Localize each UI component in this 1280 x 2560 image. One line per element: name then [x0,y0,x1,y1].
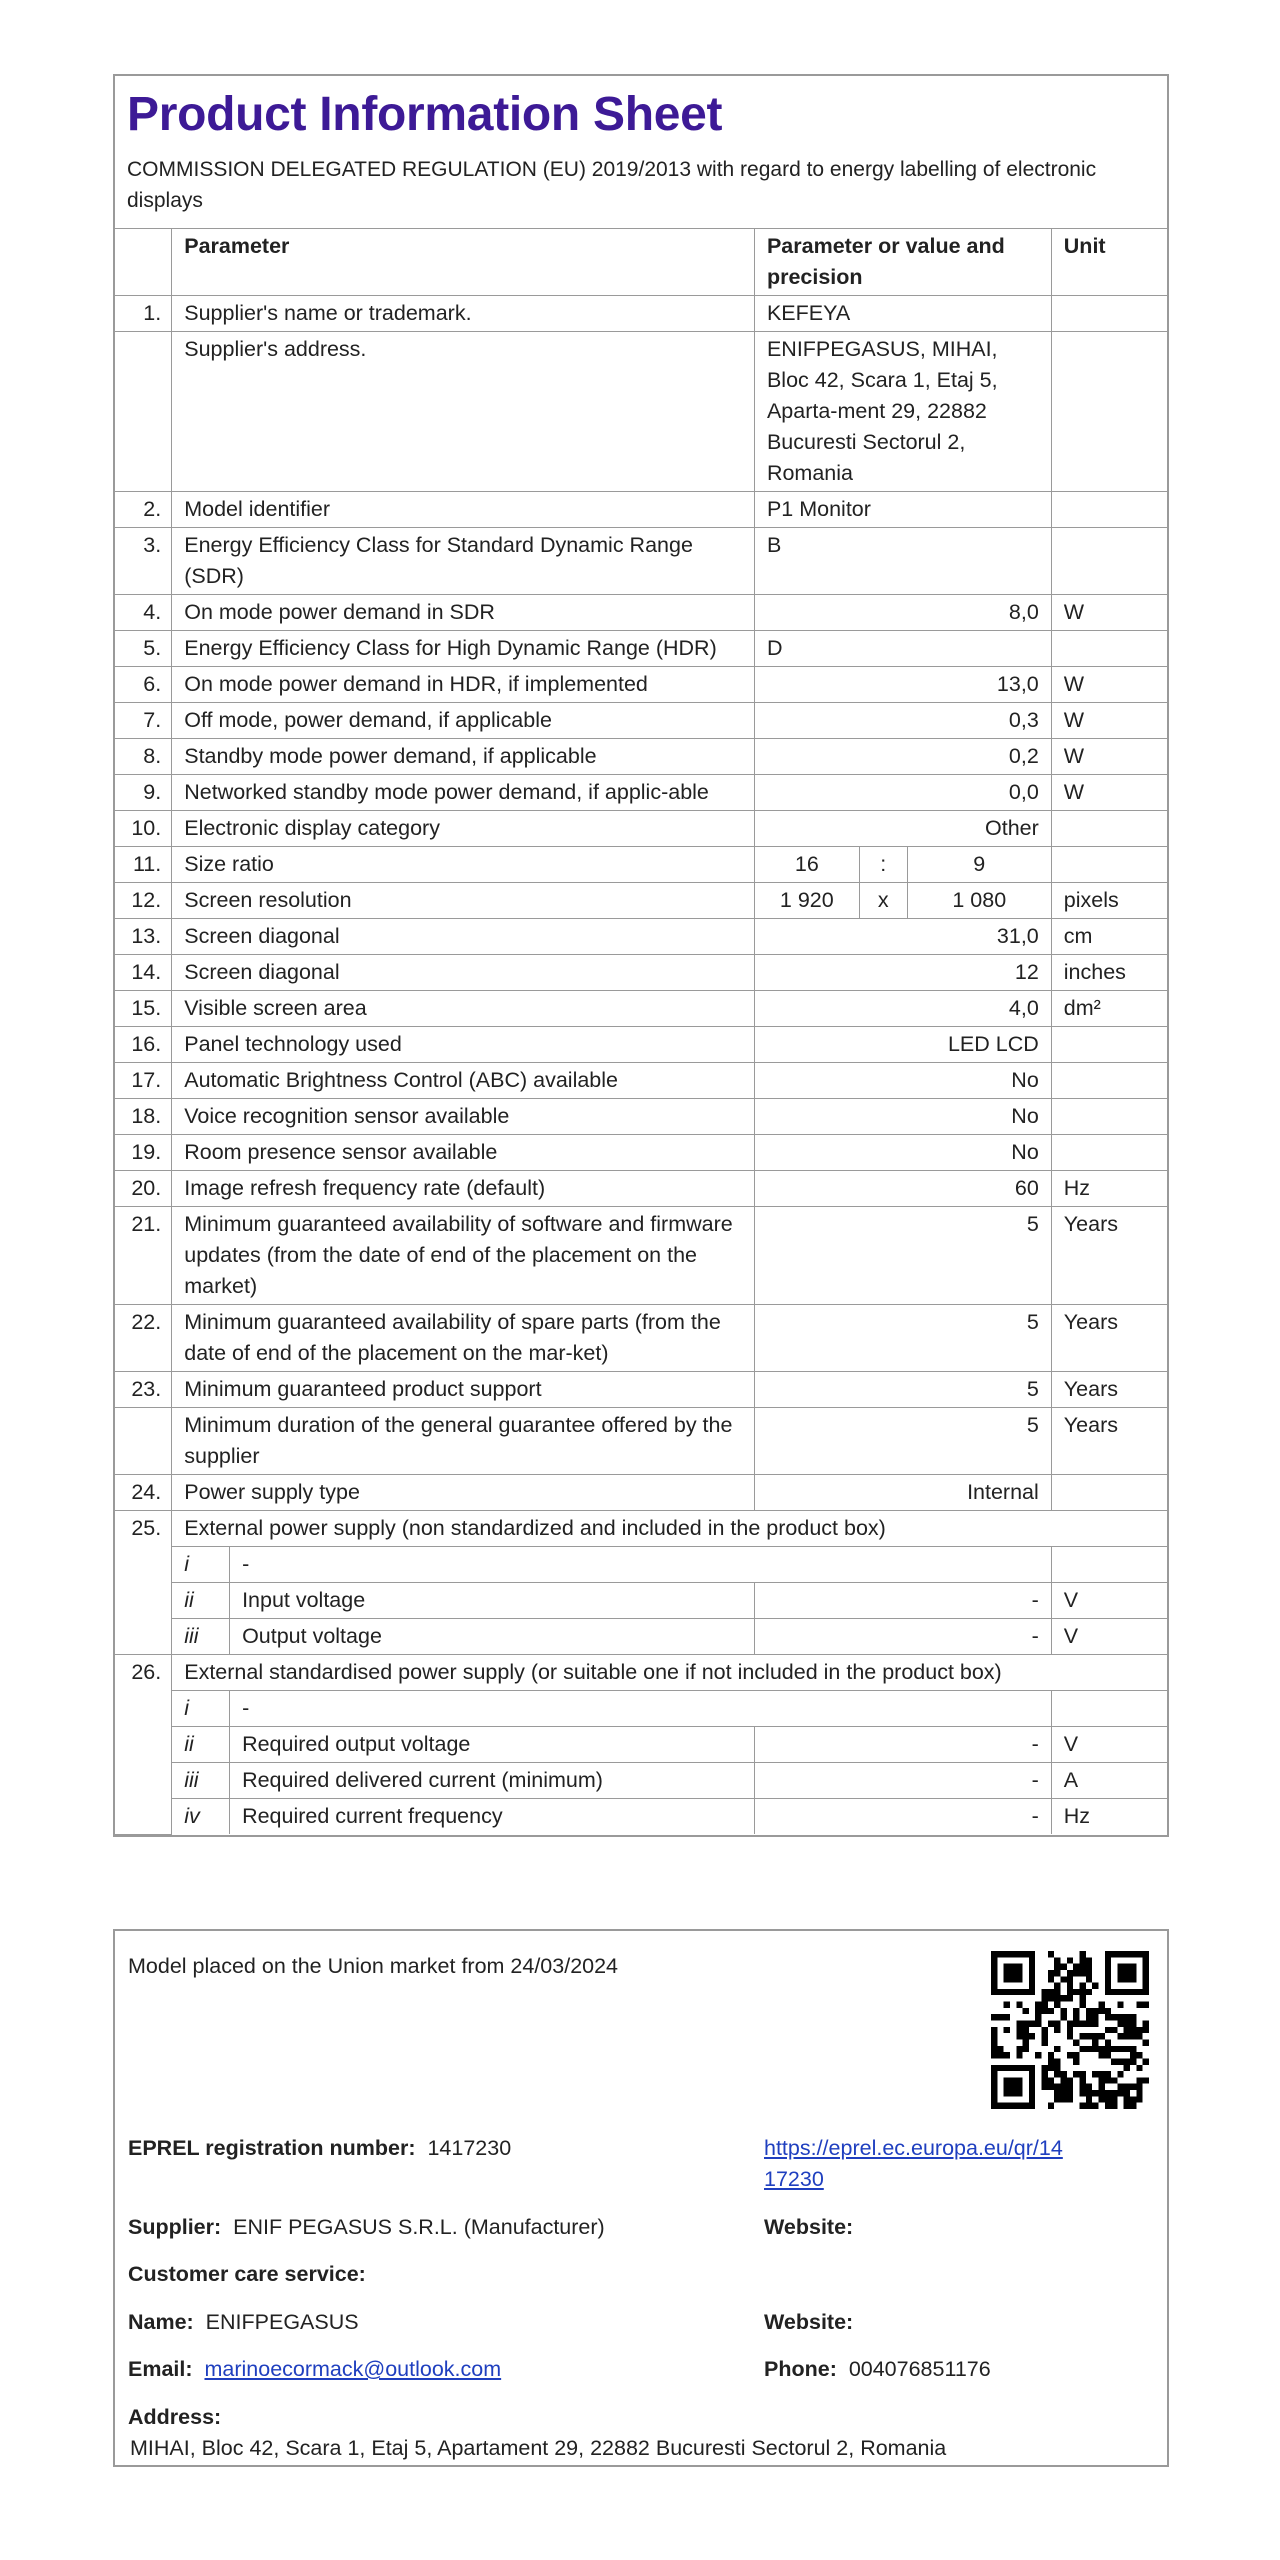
email-label: Email: [128,2357,193,2381]
table-row [115,528,1167,595]
row-parameter: Screen resolution [172,883,755,919]
row-value: 13,0 [754,667,1051,703]
contact-email [128,2354,501,2385]
item-label: Required current frequency [230,1799,755,1835]
row-parameter: Size ratio [172,847,755,883]
table-row [115,991,1167,1027]
table-row [115,1408,1167,1475]
row-number: 17. [115,1063,172,1099]
table-row [115,1171,1167,1207]
row-unit: W [1051,775,1167,811]
row-parameter: Image refresh frequency rate (default) [172,1171,755,1207]
row-unit [1051,1475,1167,1511]
standard-power-title: External standardised power supply (or suitable one if not included in the product box) [172,1655,1167,1691]
row-unit: Years [1051,1207,1167,1305]
external-power-title-row [115,1511,1167,1547]
standard-power-title-row [115,1655,1167,1691]
row-number: 1. [115,296,172,332]
row-unit [1051,528,1167,595]
website-label-1: Website: [764,2215,854,2239]
header-parameter: Parameter [172,229,755,296]
table-row [115,631,1167,667]
header-value: Parameter or value and precision [754,229,1051,296]
name-label: Name: [128,2310,194,2334]
row-unit [1051,1099,1167,1135]
row-unit: Years [1051,1408,1167,1475]
row-value: Other [754,811,1051,847]
row-parameter: On mode power demand in HDR, if implemented [172,667,755,703]
table-row [115,595,1167,631]
row-number: 8. [115,739,172,775]
row-unit [1051,1135,1167,1171]
row-number: 15. [115,991,172,1027]
row-parameter: Off mode, power demand, if applicable [172,703,755,739]
item-value: - [754,1583,1051,1619]
row-number: 16. [115,1027,172,1063]
row-value: 0,2 [754,739,1051,775]
header-number-cell [115,229,172,296]
row-number: 2. [115,492,172,528]
item-index: ii [172,1727,230,1763]
table-row [115,883,1167,919]
email-link[interactable]: marinoecormack@outlook.com [204,2357,502,2381]
row-parameter: Panel technology used [172,1027,755,1063]
item-label: Required delivered current (minimum) [230,1763,755,1799]
row-value: No [754,1099,1051,1135]
eprel-registration [128,2133,511,2164]
row-unit: Hz [1051,1171,1167,1207]
row-number: 18. [115,1099,172,1135]
external-power-item-row [115,1547,1167,1583]
row-number: 19. [115,1135,172,1171]
website-label-2: Website: [764,2310,854,2334]
row-value: D [754,631,1051,667]
item-index: i [172,1547,230,1583]
table-row [115,667,1167,703]
row-value: 0,3 [754,703,1051,739]
table-row [115,775,1167,811]
table-header-row [115,229,1167,296]
row-number: 5. [115,631,172,667]
row-value: P1 Monitor [754,492,1051,528]
regulation-subtitle: COMMISSION DELEGATED REGULATION (EU) 2019/2013 with regard to energy labelling of electronic displays [127,158,1097,212]
item-value: - [754,1619,1051,1655]
qr-code-icon[interactable] [991,1951,1149,2109]
phone-label: Phone: [764,2357,837,2381]
item-index: ii [172,1583,230,1619]
row-unit [1051,1027,1167,1063]
row-value: LED LCD [754,1027,1051,1063]
row-unit: W [1051,595,1167,631]
row-unit [1051,332,1167,492]
item-value: - [754,1799,1051,1835]
row-parameter: On mode power demand in SDR [172,595,755,631]
row-value: B [754,528,1051,595]
row-unit: cm [1051,919,1167,955]
table-row [115,811,1167,847]
row-parameter: Model identifier [172,492,755,528]
row-parameter: Standby mode power demand, if applicable [172,739,755,775]
row-parameter: Electronic display category [172,811,755,847]
header-unit: Unit [1051,229,1167,296]
item-label: - [230,1547,1052,1583]
row-unit [1051,811,1167,847]
standard-power-item-row [115,1727,1167,1763]
row-unit: W [1051,703,1167,739]
row-number: 23. [115,1372,172,1408]
row-unit: Years [1051,1372,1167,1408]
row-number: 11. [115,847,172,883]
row-unit: Years [1051,1305,1167,1372]
item-unit: A [1051,1763,1167,1799]
row-number: 10. [115,811,172,847]
page-title: Product Information Sheet [127,88,723,141]
row-value: No [754,1135,1051,1171]
external-power-item-row [115,1619,1167,1655]
item-unit: Hz [1051,1799,1167,1835]
row-number: 21. [115,1207,172,1305]
table-row [115,739,1167,775]
supplier [128,2212,605,2243]
row-value: No [754,1063,1051,1099]
row-number: 24. [115,1475,172,1511]
row-value-separator: x [859,883,907,919]
item-label: Output voltage [230,1619,755,1655]
row-number: 3. [115,528,172,595]
row-parameter: Visible screen area [172,991,755,1027]
address-label: Address: [128,2405,222,2429]
row-unit: dm² [1051,991,1167,1027]
table-row [115,296,1167,332]
item-unit: V [1051,1583,1167,1619]
row-value: 4,0 [754,991,1051,1027]
row-value-first: 16 [754,847,859,883]
item-unit [1051,1691,1167,1727]
table-row [115,1372,1167,1408]
row-value-second: 9 [907,847,1051,883]
row-parameter: Screen diagonal [172,919,755,955]
row-parameter: Room presence sensor available [172,1135,755,1171]
row-number: 22. [115,1305,172,1372]
row-parameter: Minimum duration of the general guarantee offered by the supplier [172,1408,755,1475]
item-index: iii [172,1619,230,1655]
standard-power-item-row [115,1691,1167,1727]
row-unit: pixels [1051,883,1167,919]
row-parameter: Minimum guaranteed availability of software and firmware updates (from the date of end of the placement on the market) [172,1207,755,1305]
item-value: - [754,1763,1051,1799]
table-row [115,1027,1167,1063]
supplier-label: Supplier: [128,2215,222,2239]
row-value: 0,0 [754,775,1051,811]
item-label: Input voltage [230,1583,755,1619]
row-number [115,332,172,492]
standard-power-item-row [115,1763,1167,1799]
row-value: ENIFPEGASUS, MIHAI, Bloc 42, Scara 1, Etaj 5, Aparta-ment 29, 22882 Bucuresti Sectorul 2, Romania [754,332,1051,492]
row-parameter: Power supply type [172,1475,755,1511]
item-value: - [754,1727,1051,1763]
customer-care-heading: Customer care service: [128,2262,366,2286]
row-value: 8,0 [754,595,1051,631]
eprel-link-line-2[interactable]: 17230 [764,2167,824,2191]
row-parameter: Voice recognition sensor available [172,1099,755,1135]
row-value: 60 [754,1171,1051,1207]
row-value: 5 [754,1207,1051,1305]
row-number: 13. [115,919,172,955]
address-value: MIHAI, Bloc 42, Scara 1, Etaj 5, Apartament 29, 22882 Bucuresti Sectorul 2, Romania [130,2436,947,2460]
product-info-footer [113,1929,1169,2467]
row-value: 31,0 [754,919,1051,955]
item-unit: V [1051,1619,1167,1655]
item-label: - [230,1691,1052,1727]
row-value: KEFEYA [754,296,1051,332]
product-information-sheet [113,74,1169,1837]
standard-power-item-row [115,1799,1167,1835]
row-parameter: Automatic Brightness Control (ABC) available [172,1063,755,1099]
sheet-header [115,76,1167,228]
table-row [115,955,1167,991]
supplier-value: ENIF PEGASUS S.R.L. (Manufacturer) [233,2215,605,2239]
table-row [115,703,1167,739]
item-index: i [172,1691,230,1727]
phone-value: 004076851176 [848,2357,991,2381]
row-number: 14. [115,955,172,991]
eprel-number: 1417230 [427,2136,512,2160]
row-parameter: Energy Efficiency Class for Standard Dynamic Range (SDR) [172,528,755,595]
row-parameter: Screen diagonal [172,955,755,991]
item-unit [1051,1547,1167,1583]
row-unit [1051,631,1167,667]
eprel-label: EPREL registration number: [128,2136,416,2160]
row-value: Internal [754,1475,1051,1511]
row-value: 5 [754,1408,1051,1475]
market-placement-date: Model placed on the Union market from 24/03/2024 [128,1954,619,1978]
row-unit [1051,296,1167,332]
row-number: 26. [115,1655,172,1835]
row-unit: W [1051,739,1167,775]
contact-phone [764,2354,991,2385]
table-row [115,1099,1167,1135]
table-row [115,1063,1167,1099]
table-row [115,919,1167,955]
eprel-link-line-1[interactable]: https://eprel.ec.europa.eu/qr/14 [764,2136,1063,2160]
row-parameter: Networked standby mode power demand, if applic-able [172,775,755,811]
table-row [115,1207,1167,1305]
row-unit [1051,1063,1167,1099]
row-value-second: 1 080 [907,883,1051,919]
row-number [115,1408,172,1475]
row-unit: W [1051,667,1167,703]
external-power-title: External power supply (non standardized and included in the product box) [172,1511,1167,1547]
parameter-table [115,228,1167,1835]
row-number: 7. [115,703,172,739]
row-parameter: Minimum guaranteed product support [172,1372,755,1408]
row-value-first: 1 920 [754,883,859,919]
table-row [115,492,1167,528]
row-value-separator: : [859,847,907,883]
contact-name [128,2307,359,2338]
row-parameter: Minimum guaranteed availability of spare parts (from the date of end of the placement on the mar-ket) [172,1305,755,1372]
table-row [115,332,1167,492]
row-unit [1051,847,1167,883]
row-number: 9. [115,775,172,811]
row-number: 25. [115,1511,172,1655]
eprel-link[interactable] [764,2133,1063,2195]
row-parameter: Supplier's address. [172,332,755,492]
item-index: iv [172,1799,230,1835]
row-number: 6. [115,667,172,703]
row-value: 12 [754,955,1051,991]
row-unit [1051,492,1167,528]
table-row [115,847,1167,883]
table-row [115,1475,1167,1511]
row-number: 12. [115,883,172,919]
row-unit: inches [1051,955,1167,991]
row-value: 5 [754,1372,1051,1408]
external-power-item-row [115,1583,1167,1619]
row-parameter: Energy Efficiency Class for High Dynamic Range (HDR) [172,631,755,667]
row-number: 4. [115,595,172,631]
row-parameter: Supplier's name or trademark. [172,296,755,332]
item-unit: V [1051,1727,1167,1763]
table-row [115,1305,1167,1372]
name-value: ENIFPEGASUS [205,2310,359,2334]
item-index: iii [172,1763,230,1799]
item-label: Required output voltage [230,1727,755,1763]
row-number: 20. [115,1171,172,1207]
table-row [115,1135,1167,1171]
row-value: 5 [754,1305,1051,1372]
